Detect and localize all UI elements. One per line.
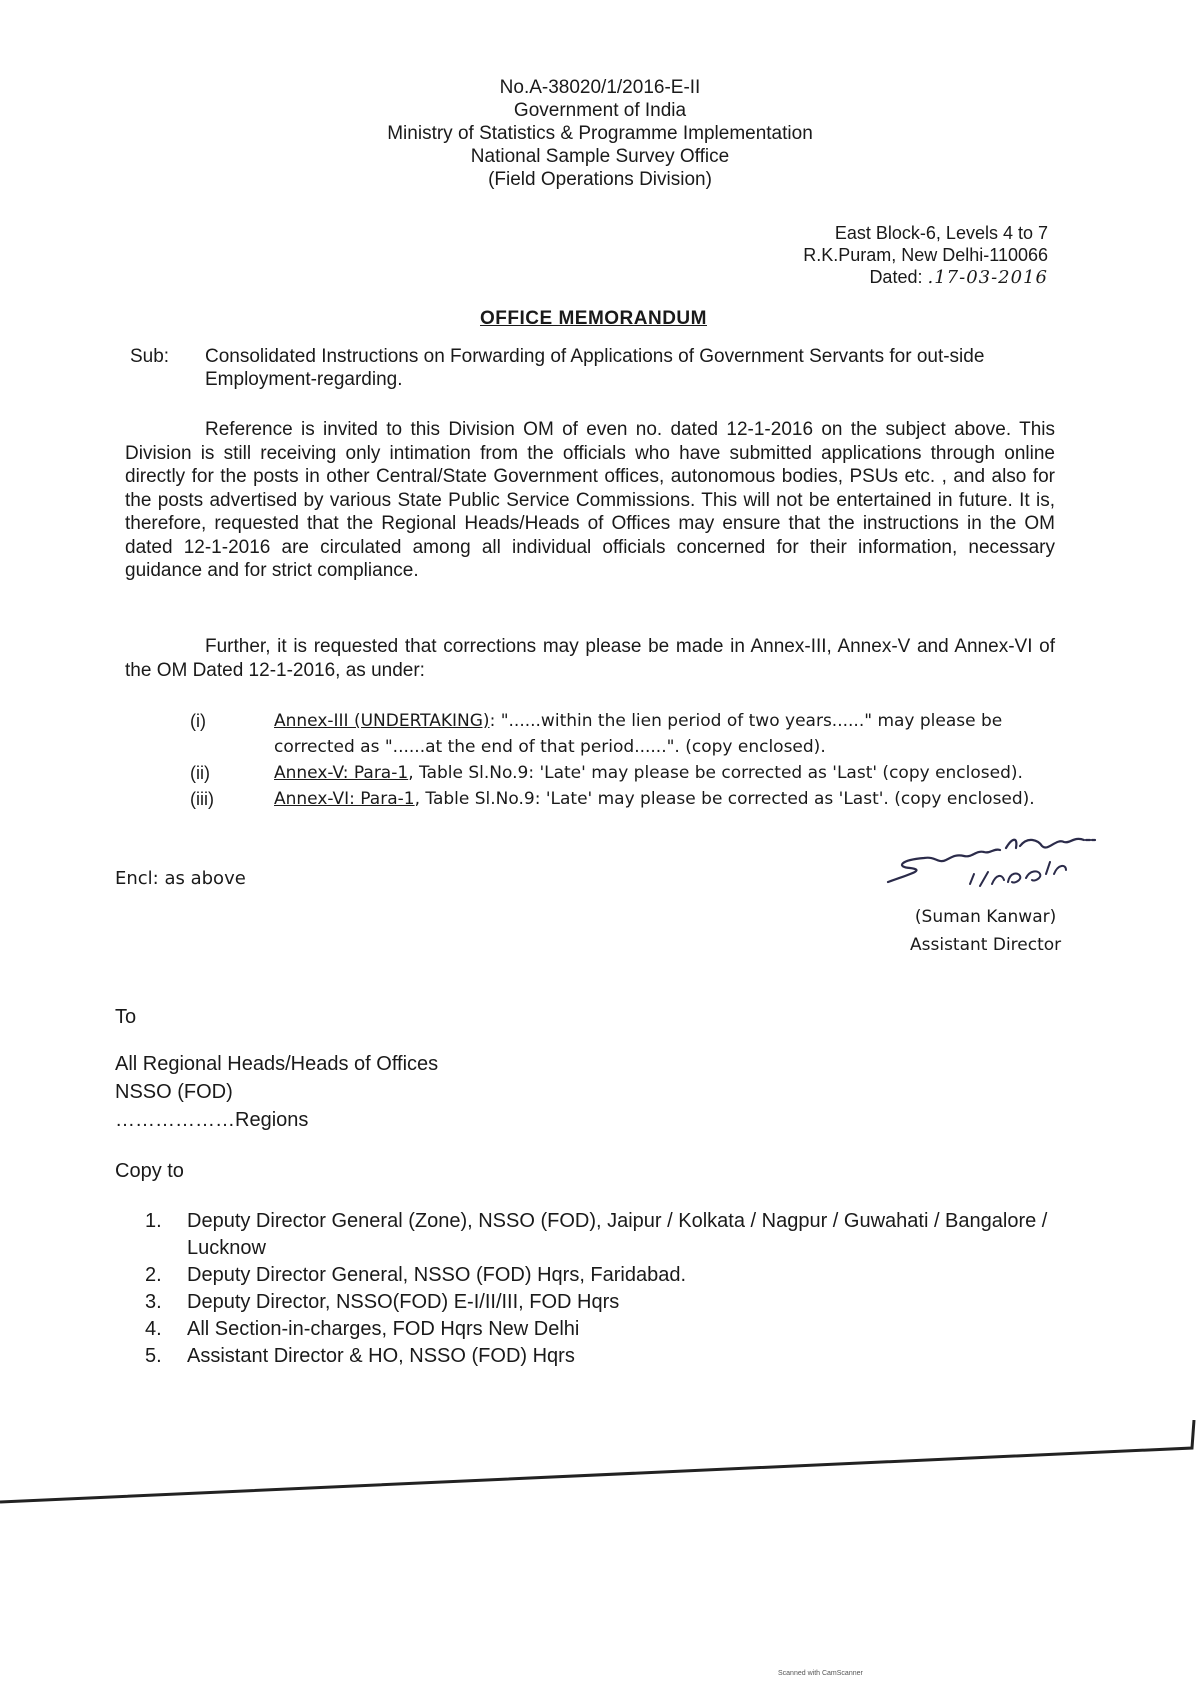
list-item-number: 3.	[145, 1291, 162, 1313]
list-item-text: Assistant Director & HO, NSSO (FOD) Hqrs	[187, 1345, 575, 1367]
page-edge-line	[0, 1420, 1200, 1510]
signature-date-stroke	[970, 862, 1066, 886]
correction-ref: Annex-V: Para-1	[274, 763, 409, 783]
signatory-block	[910, 903, 1061, 959]
list-item	[145, 1343, 1065, 1370]
list-item-number: 1.	[145, 1210, 162, 1232]
correction-body	[274, 708, 1070, 760]
subject-label: Sub:	[130, 346, 170, 367]
correction-text: : "......within the lien period of two years......" may please be corrected as "......at the end of that period......". (copy enclosed).	[274, 711, 1003, 757]
correction-number: (iii)	[190, 789, 214, 809]
correction-number: (i)	[190, 711, 206, 731]
list-item	[145, 1262, 1065, 1289]
correction-ref: Annex-VI: Para-1	[274, 789, 415, 809]
correction-item	[190, 760, 1070, 786]
address-line-2: R.K.Puram, New Delhi-110066	[803, 245, 1048, 265]
list-item-text: Deputy Director General, NSSO (FOD) Hqrs, Faridabad.	[187, 1264, 687, 1286]
ministry-line: Ministry of Statistics & Programme Implementation	[387, 123, 813, 144]
list-item-text: Deputy Director General (Zone), NSSO (FOD), Jaipur / Kolkata / Nagpur / Guwahati / Bangalore / Lucknow	[187, 1210, 1048, 1259]
list-item-text: All Section-in-charges, FOD Hqrs New Delhi	[187, 1318, 580, 1340]
memo-title: OFFICE MEMORANDUM	[480, 308, 707, 329]
list-item	[145, 1208, 1065, 1262]
paragraph-reference: Reference is invited to this Division OM of even no. dated 12-1-2016 on the subject above. This Division is still receiving only intimation from the officials who have submitted applications through online directly for the posts in other Central/State Government offices, autonomous bodies, PSUs etc. , and also for the posts advertised by various State Public Service Commissions. This will not be entertained in future. It is, therefore, requested that the Regional Heads/Heads of Offices may ensure that the instructions in the OM dated 12-1-2016 are circulated among all individual officials concerned for their information, necessary guidance and for strict compliance.	[125, 419, 1055, 581]
copy-to-list	[145, 1208, 1065, 1370]
division-line: (Field Operations Division)	[488, 169, 712, 190]
to-label: To	[115, 1006, 137, 1028]
list-item-text: Deputy Director, NSSO(FOD) E-I/II/III, FOD Hqrs	[187, 1291, 620, 1313]
signatory-designation: Assistant Director	[910, 935, 1062, 955]
list-item-number: 4.	[145, 1318, 162, 1340]
reference-number: No.A-38020/1/2016-E-II	[499, 77, 701, 98]
correction-body	[274, 760, 1023, 786]
government-line: Government of India	[513, 100, 687, 121]
list-item	[145, 1289, 1065, 1316]
office-line: National Sample Survey Office	[470, 146, 730, 167]
correction-text: , Table Sl.No.9: 'Late' may please be corrected as 'Last'. (copy enclosed).	[414, 789, 1035, 809]
signature-stroke	[888, 839, 1095, 882]
copy-to-label: Copy to	[115, 1160, 184, 1182]
recipient-line-1: All Regional Heads/Heads of Offices	[115, 1053, 439, 1075]
date-value: .17-03-2016	[927, 267, 1048, 288]
correction-ref: Annex-III (UNDERTAKING)	[274, 711, 490, 731]
letterhead	[300, 76, 900, 191]
scanner-watermark: Scanned with CamScanner	[778, 1670, 863, 1677]
date-label: Dated:	[869, 267, 928, 287]
list-item-number: 5.	[145, 1345, 162, 1367]
correction-number: (ii)	[190, 763, 210, 783]
subject-text: Consolidated Instructions on Forwarding of Applications of Government Servants for out-side Employment-regarding.	[205, 346, 985, 390]
address-line-1: East Block-6, Levels 4 to 7	[834, 223, 1048, 243]
office-address	[803, 222, 1048, 289]
correction-text: , Table Sl.No.9: 'Late' may please be corrected as 'Last' (copy enclosed).	[408, 763, 1023, 783]
signatory-name: (Suman Kanwar)	[914, 907, 1057, 927]
recipient-block	[115, 1050, 438, 1134]
list-item-number: 2.	[145, 1264, 162, 1286]
correction-item	[190, 708, 1070, 760]
recipient-line-3: ………………Regions	[115, 1109, 309, 1131]
date-line	[803, 266, 1048, 289]
corrections-list	[190, 708, 1070, 812]
enclosure-note: Encl: as above	[115, 868, 246, 889]
page-edge-stroke	[0, 1420, 1194, 1502]
subject	[130, 345, 1060, 391]
correction-body	[274, 786, 1035, 812]
handwritten-signature	[880, 830, 1100, 900]
correction-item	[190, 786, 1070, 812]
list-item	[145, 1316, 1065, 1343]
paragraph-corrections: Further, it is requested that corrections may please be made in Annex-III, Annex-V and Annex-VI of the OM Dated 12-1-2016, as under:	[125, 636, 1055, 681]
recipient-line-2: NSSO (FOD)	[115, 1081, 233, 1103]
